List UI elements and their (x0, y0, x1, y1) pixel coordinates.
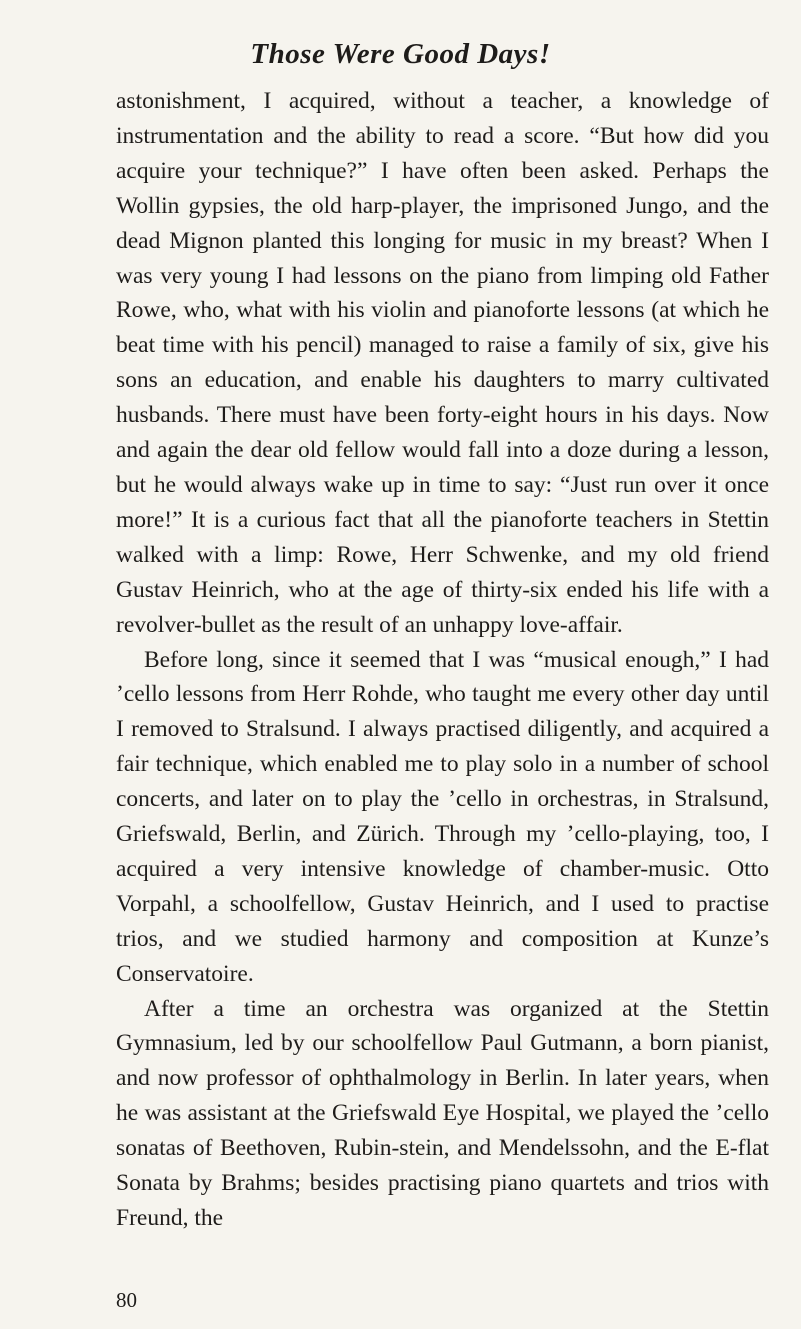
paragraph-3: After a time an orchestra was organized at the Stettin Gymnasium, led by our schoolfellow Paul Gutmann, a born pianist, and now professor of ophthalmology in Berlin. In later years, when he was assistant at the Griefswald Eye Hospital, we played the ’cello sonatas of Beethoven, Rubin-stein, and Mendelssohn, and the E-flat Sonata by Brahms; besides practising piano quartets and trios with Freund, the (116, 995, 769, 1231)
running-head: Those Were Good Days! (250, 38, 551, 70)
body-text (116, 84, 769, 1236)
page-number: 80 (116, 1288, 137, 1312)
paragraph-1: astonishment, I acquired, without a teacher, a knowledge of instrumentation and the ability to read a score. “But how did you acquire your technique?” I have often been asked. Perhaps the Wollin gypsies, the old harp-player, the imprisoned Jungo, and the dead Mignon planted this longing for music in my breast? When I was very young I had lessons on the piano from limping old Father Rowe, who, what with his violin and pianoforte lessons (at which he beat time with his pencil) managed to raise a family of six, give his sons an education, and enable his daughters to marry cultivated husbands. There must have been forty-eight hours in his days. Now and again the dear old fellow would fall into a doze during a lesson, but he would always wake up in time to say: “Just run over it once more!” It is a curious fact that all the pianoforte teachers in Stettin walked with a limp: Rowe, Herr Schwenke, and my old friend Gustav Heinrich, who at the age of thirty-six ended his life with a revolver-bullet as the result of an unhappy love-affair. (116, 88, 769, 638)
paragraph-2: Before long, since it seemed that I was “musical enough,” I had ’cello lessons from Herr Rohde, who taught me every other day until I removed to Stralsund. I always practised diligently, and acquired a fair technique, which enabled me to play solo in a number of school concerts, and later on to play the ’cello in orchestras, in Stralsund, Griefswald, Berlin, and Zürich. Through my ’cello-playing, too, I acquired a very intensive knowledge of chamber-music. Otto Vorpahl, a schoolfellow, Gustav Heinrich, and I used to practise trios, and we studied harmony and composition at Kunze’s Conservatoire. (116, 646, 769, 987)
